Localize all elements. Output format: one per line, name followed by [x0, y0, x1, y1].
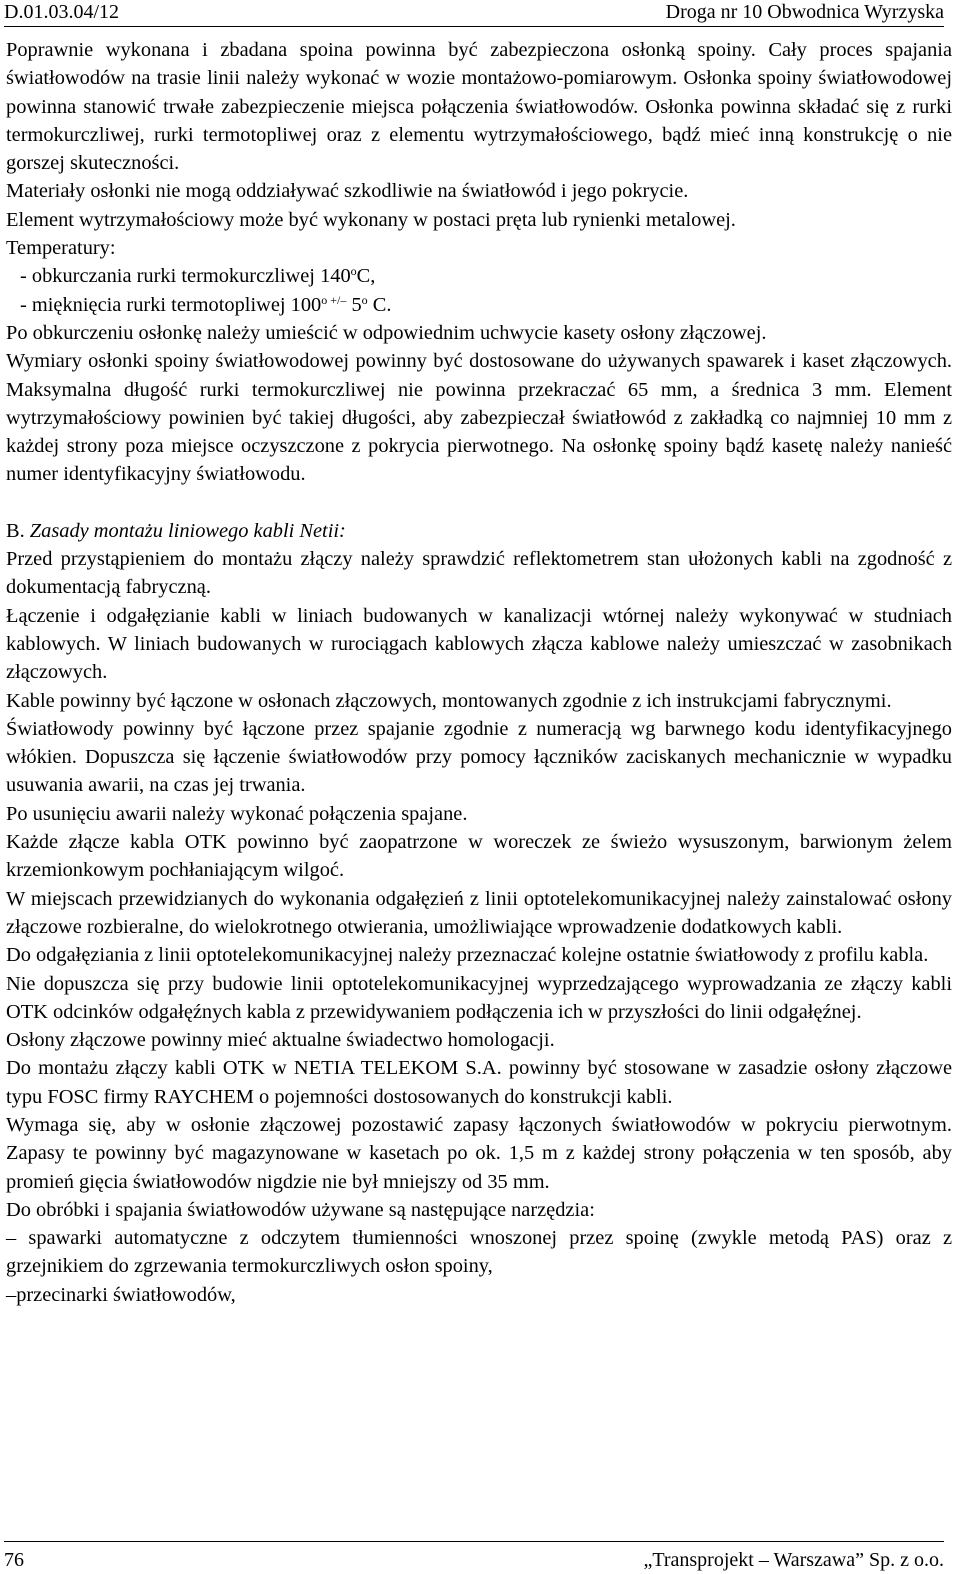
paragraph: Element wytrzymałościowy może być wykonany w postaci pręta lub rynienki metalowej. — [6, 208, 736, 231]
paragraph: Nie dopuszcza się przy budowie linii optotelekomunikacyjnej wyprzedzającego wyprowadzania ze złączy kabli OTK odcinków odgałęźnych kabla z przewidywaniem podłączenia ich w przyszłości do linii odgałęźnej. — [6, 972, 952, 1023]
paragraph: Po obkurczeniu osłonkę należy umieścić w odpowiednim uchwycie kasety osłony złączowej. — [6, 321, 767, 344]
paragraph: Do obróbki i spajania światłowodów używane są następujące narzędzia: — [6, 1198, 595, 1221]
paragraph: Do montażu złączy kabli OTK w NETIA TELEKOM S.A. powinny być stosowane w zasadzie osłony złączowe typu FOSC firmy RAYCHEM o pojemności dostosowanych do konstrukcji kabli. — [6, 1057, 952, 1108]
paragraph: Kable powinny być łączone w osłonach złączowych, montowanych zgodnie z ich instrukcjami fabrycznymi. — [6, 689, 892, 712]
section-heading: B. Zasady montażu liniowego kabli Netii: — [6, 519, 346, 542]
list-item: – spawarki automatyczne z odczytem tłumienności wnoszonej przez spoinę (zwykle metodą PAS) oraz z grzejnikiem do zgrzewania termokurczliwych osłon spoiny, — [6, 1227, 952, 1278]
page-header — [4, 0, 944, 27]
list-item: –przecinarki światłowodów, — [6, 1283, 236, 1306]
temperature-item: - obkurczania rurki termokurczliwej 140$^o$C, — [20, 264, 376, 288]
document-body — [6, 36, 952, 1309]
paragraph: Po usunięciu awarii należy wykonać połączenia spajane. — [6, 802, 468, 825]
paragraph: Światłowody powinny być łączone przez spajanie zgodnie z numeracją wg barwnego kodu identyfikacyjnego włókien. Dopuszcza się łączenie światłowodów przy pomocy łączników zaciskanych mechanicznie w wypadku usuwania awarii, na czas jej trwania. — [6, 717, 952, 797]
paragraph: Wymaga się, aby w osłonie złączowej pozostawić zapasy łączonych światłowodów w pokryciu pierwotnym. Zapasy te powinny być magazynowane w kasetach po ok. 1,5 m z każdej strony połączenia w ten sposób, aby promień gięcia światłowodów nigdzie nie był mniejszy od 35 mm. — [6, 1113, 952, 1193]
paragraph: Łączenie i odgałęzianie kabli w liniach budowanych w kanalizacji wtórnej należy wykonywać w studniach kablowych. W liniach budowanych w rurociągach kablowych złącza kablowe należy umieszczać w zasobnikach złączowych. — [6, 604, 952, 684]
paragraph: Do odgałęziania z linii optotelekomunikacyjnej należy przeznaczać kolejne ostatnie światłowody z profilu kabla. — [6, 944, 929, 967]
paragraph: Osłony złączowe powinny mieć aktualne świadectwo homologacji. — [6, 1029, 555, 1052]
paragraph: Wymiary osłonki spoiny światłowodowej powinny być dostosowane do używanych spawarek i kaset złączowych. Maksymalna długość rurki termokurczliwej nie powinna przekraczać 65 mm, a średnica 3 mm. Element wytrzymałościowy powinien być takiej długości, aby zabezpieczał światłowód z zakładką co najmniej 10 mm z każdej strony poza miejsce oczyszczone z pokrycia pierwotnego. Na osłonkę spoiny bądź kasetę należy nanieść numer identyfikacyjny światłowodu. — [6, 350, 952, 486]
page-number: 76 — [4, 1549, 24, 1571]
paragraph: Materiały osłonki nie mogą oddziaływać szkodliwie na światłowód i jego pokrycie. — [6, 180, 689, 203]
paragraph: Temperatury: — [6, 237, 116, 260]
company-name: „Transprojekt – Warszawa” Sp. z o.o. — [643, 1549, 944, 1571]
project-title: Droga nr 10 Obwodnica Wyrzyska — [665, 1, 944, 23]
paragraph: W miejscach przewidzianych do wykonania odgałęzień z linii optotelekomunikacyjnej należy zainstalować osłony złączowe rozbieralne, do wielokrotnego otwierania, umożliwiające wprowadzenie dodatkowych kabli. — [6, 887, 952, 938]
paragraph: Przed przystąpieniem do montażu złączy należy sprawdzić reflektometrem stan ułożonych kabli na zgodność z dokumentacją fabryczną. — [6, 548, 952, 599]
page-footer — [4, 1541, 944, 1572]
paragraph: Każde złącze kabla OTK powinno być zaopatrzone w woreczek ze świeżo wysuszonym, barwionym żelem krzemionkowym pochłaniającym wilgoć. — [6, 831, 952, 882]
paragraph: Poprawnie wykonana i zbadana spoina powinna być zabezpieczona osłonką spoiny. Cały proces spajania światłowodów na trasie linii należy wykonać w wozie montażowo-pomiarowym. Osłonka spoiny światłowodowej powinna stanowić trwałe zabezpieczenie miejsca połączenia światłowodów. Osłonka powinna składać się z rurki termokurczliwej, rurki termotopliwej oraz z elementu wytrzymałościowego, bądź mieć inną konstrukcję o nie gorszej skuteczności. — [6, 39, 952, 175]
document-code: D.01.03.04/12 — [4, 1, 119, 23]
temperature-item: - mięknięcia rurki termotopliwej $100^{o +/-}$ 5$^o$ C. — [20, 292, 392, 316]
